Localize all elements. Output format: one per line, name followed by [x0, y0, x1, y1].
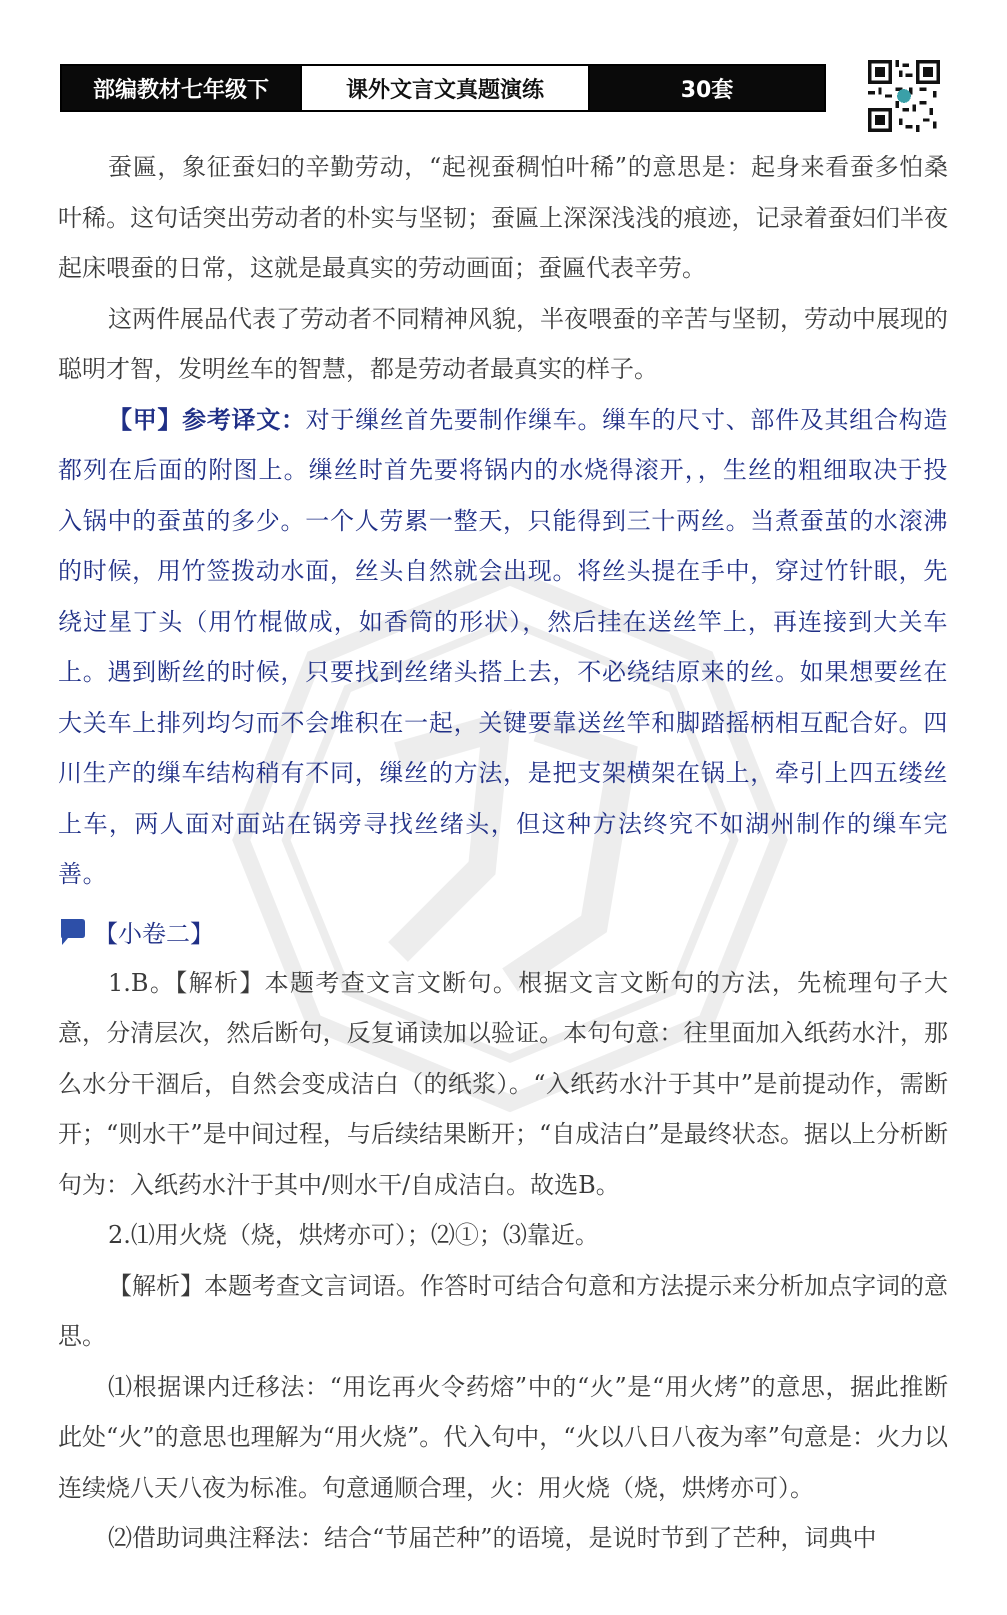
- answer-q2: 2.⑴用火烧（烧，烘烤亦可）；⑵①；⑶靠近。: [108, 1221, 599, 1249]
- header-title: 课外文言文真题演练: [300, 66, 590, 110]
- page-content: [58, 142, 948, 1564]
- header-grade-label: 部编教材七年级下: [62, 66, 300, 110]
- answer-q2-part1: ⑴根据课内迁移法：“用讫再火令药熔”中的“火”是“用火烤”的意思，据此推断此处“火”的意思也理解为“用火烧”。代入句中，“火以八日八夜为率”句意是：火力以连续烧八天八夜为标准。句意通顺合理，火：用火烧（烧，烘烤亦可）。: [58, 1372, 948, 1502]
- section-heading: [58, 904, 948, 960]
- header-set-count: 30套: [590, 66, 824, 110]
- answer-q2-part2: ⑵借助词典注释法：结合“节届芒种”的语境，是说时节到了芒种，词典中: [108, 1524, 877, 1552]
- paragraph-translation: [58, 395, 948, 900]
- paragraph-exhibits-summary: 这两件展品代表了劳动者不同精神风貌，半夜喂蚕的辛苦与坚韧，劳动中展现的聪明才智，发明丝车的智慧，都是劳动者最真实的样子。: [58, 304, 948, 383]
- header-bar: [60, 64, 826, 112]
- answer-q1: 1.B。【解析】本题考查文言文断句。根据文言文断句的方法，先梳理句子大意，分清层次，然后断句，反复诵读加以验证。本句句意：往里面加入纸药水汁，那么水分干涸后，自然会变成洁白（的纸浆）。“入纸药水汁于其中”是前提动作，需断开；“则水干”是中间过程，与后续结果断开；“自成洁白”是最终状态。据以上分析断句为：入纸药水汁于其中/则水干/自成洁白。故选B。: [58, 968, 948, 1199]
- qr-code-icon: [868, 60, 940, 132]
- translation-tag: 【甲】参考译文：: [108, 404, 306, 434]
- section-title: 【小卷二】: [94, 920, 214, 948]
- translation-text: 对于缫丝首先要制作缫车。缫车的尺寸、部件及其组合构造都列在后面的附图上。缫丝时首先要将锅内的水烧得滚开，，生丝的粗细取决于投入锅中的蚕茧的多少。一个人劳累一整天，只能得到三十两丝。当煮蚕茧的水滚沸的时候，用竹签拨动水面，丝头自然就会出现。将丝头提在手中，穿过竹针眼，先绕过星丁头（用竹棍做成，如香筒的形状），然后挂在送丝竿上，再连接到大关车上。遇到断丝的时候，只要找到丝绪头搭上去，不必绕结原来的丝。如果想要丝在大关车上排列均匀而不会堆积在一起，关键要靠送丝竿和脚踏摇柄相互配合好。四川生产的缫车结构稍有不同，缫丝的方法，是把支架横架在锅上，牵引上四五缕丝上车，两人面对面站在锅旁寻找丝绪头，但这种方法终究不如湖州制作的缫车完善。: [58, 405, 948, 888]
- paragraph-silkworm-tray: 蚕匾，象征蚕妇的辛勤劳动，“起视蚕稠怕叶稀”的意思是：起身来看蚕多怕桑叶稀。这句话突出劳动者的朴实与坚韧；蚕匾上深深浅浅的痕迹，记录着蚕妇们半夜起床喂蚕的日常，这就是最真实的劳动画面；蚕匾代表辛劳。: [58, 153, 948, 282]
- answer-q2-analysis: 【解析】本题考查文言词语。作答时可结合句意和方法提示来分析加点字词的意思。: [58, 1271, 948, 1350]
- bookmark-flag-icon: [58, 917, 88, 947]
